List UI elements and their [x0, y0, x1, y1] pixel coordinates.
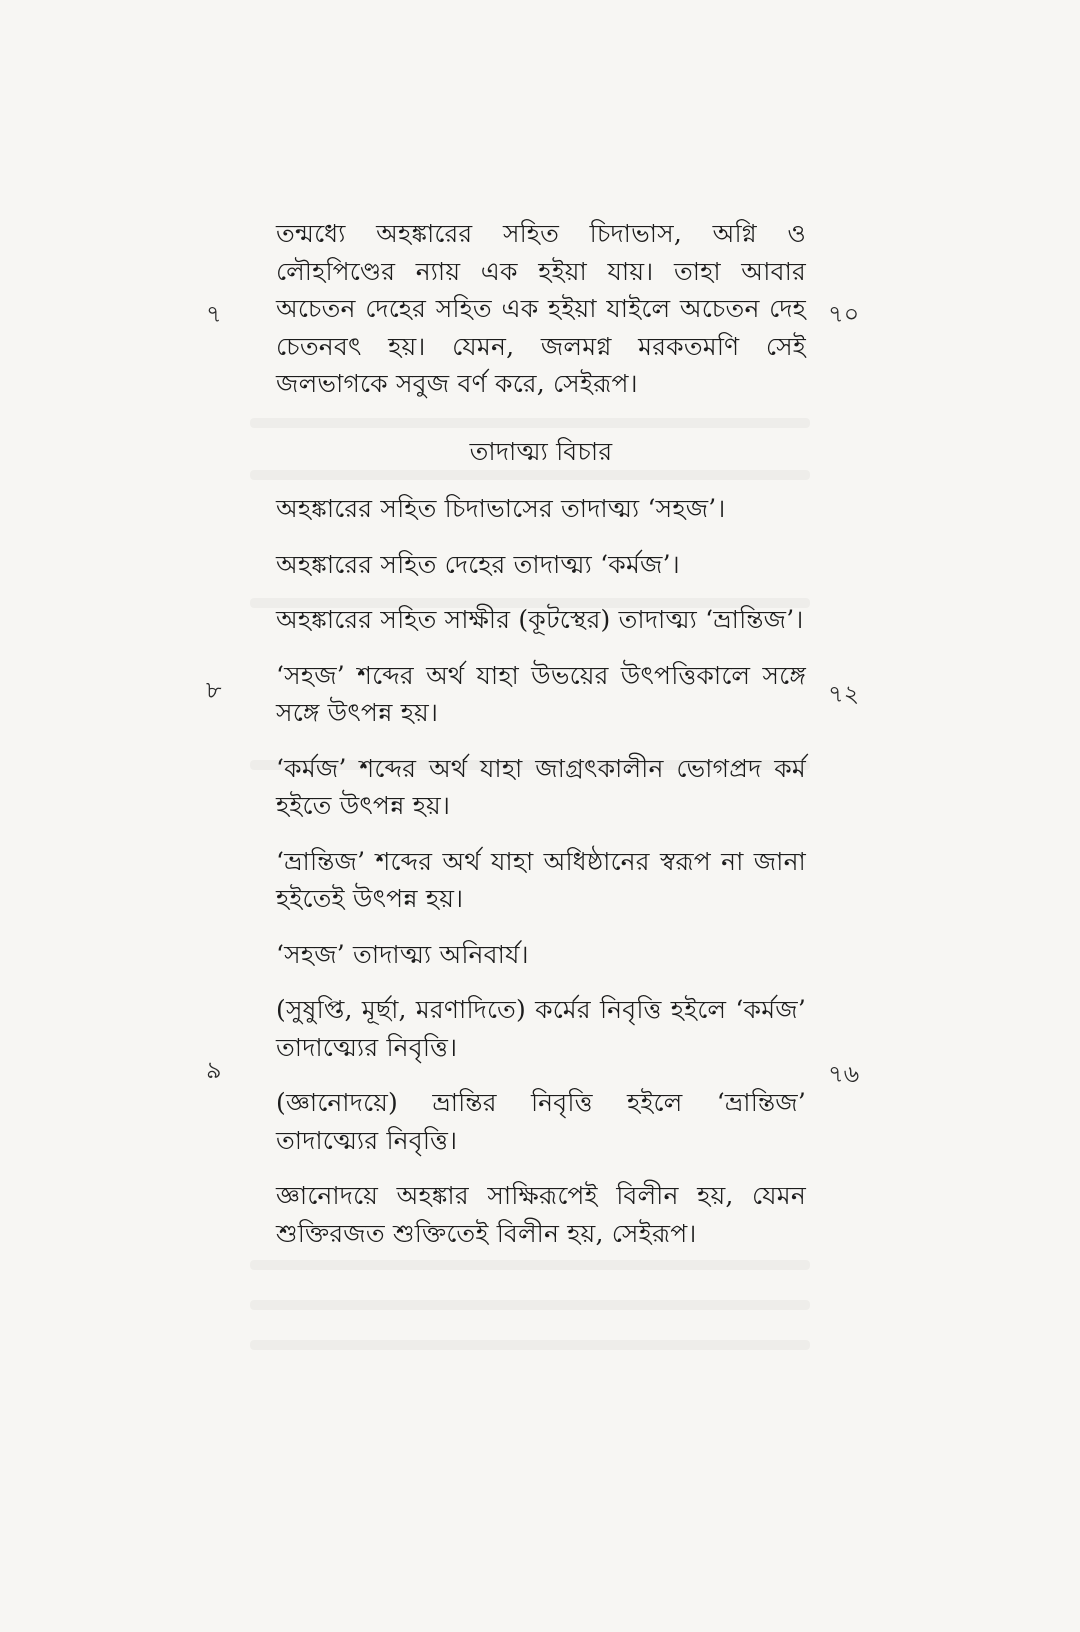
verse-number-right: ৭০ [828, 300, 860, 328]
paragraph: ‘ভ্রান্তিজ’ শব্দের অর্থ যাহা অধিষ্ঠানের স্বরূপ না জানা হইতেই উৎপন্ন হয়। [276, 846, 806, 913]
paragraph: (জ্ঞানোদয়ে) ভ্রান্তির নিবৃত্তি হইলে ‘ভ্রান্তিজ’ তাদাত্ম্যের নিবৃত্তি। [276, 1088, 806, 1155]
verse-number-left: ৭ [206, 300, 222, 328]
paragraph: অহঙ্কারের সহিত চিদাভাসের তাদাত্ম্য ‘সহজ’। [276, 494, 726, 523]
verse-number-left: ৯ [206, 1056, 222, 1084]
bleed-through-mark [250, 1340, 810, 1350]
verse-number-right: ৭৬ [828, 1060, 860, 1088]
paragraph: জ্ঞানোদয়ে অহঙ্কার সাক্ষিরূপেই বিলীন হয়, যেমন শুক্তিরজত শুক্তিতেই বিলীন হয়, সেইরূপ। [276, 1181, 806, 1248]
paragraph: ‘সহজ’ তাদাত্ম্য অনিবার্য। [276, 939, 529, 969]
paragraph: (সুষুপ্তি, মূর্ছা, মরণাদিতে) কর্মের নিবৃত্তি হইলে ‘কর্মজ’ তাদাত্ম্যের নিবৃত্তি। [276, 995, 806, 1062]
verse-number-right: ৭২ [828, 680, 860, 708]
paragraph: অহঙ্কারের সহিত সাক্ষীর (কূটস্থের) তাদাত্ম্য ‘ভ্রান্তিজ’। [276, 605, 804, 634]
bleed-through-mark [250, 1300, 810, 1310]
verse-number-left: ৮ [206, 676, 222, 704]
paragraph: ‘কর্মজ’ শব্দের অর্থ যাহা জাগ্রৎকালীন ভোগপ্রদ কর্ম হইতে উৎপন্ন হয়। [276, 753, 806, 820]
paragraph: তন্মধ্যে অহঙ্কারের সহিত চিদাভাস, অগ্নি ও লৌহপিণ্ডের ন্যায় এক হইয়া যায়। তাহা আবার অচেতন দেহের সহিত এক হইয়া যাইলে অচেতন দেহ চেতনবৎ হয়। যেমন, জলমগ্ন মরকতমণি সেই জলভাগকে সবুজ বর্ণ করে, সেইরূপ। [276, 219, 806, 398]
paragraph: অহঙ্কারের সহিত দেহের তাদাত্ম্য ‘কর্মজ’। [276, 549, 680, 579]
section-heading: তাদাত্ম্য বিচার [469, 436, 613, 466]
paragraph: ‘সহজ’ শব্দের অর্থ যাহা উভয়ের উৎপত্তিকালে সঙ্গে সঙ্গে উৎপন্ন হয়। [276, 660, 806, 727]
text-column [276, 215, 806, 1270]
